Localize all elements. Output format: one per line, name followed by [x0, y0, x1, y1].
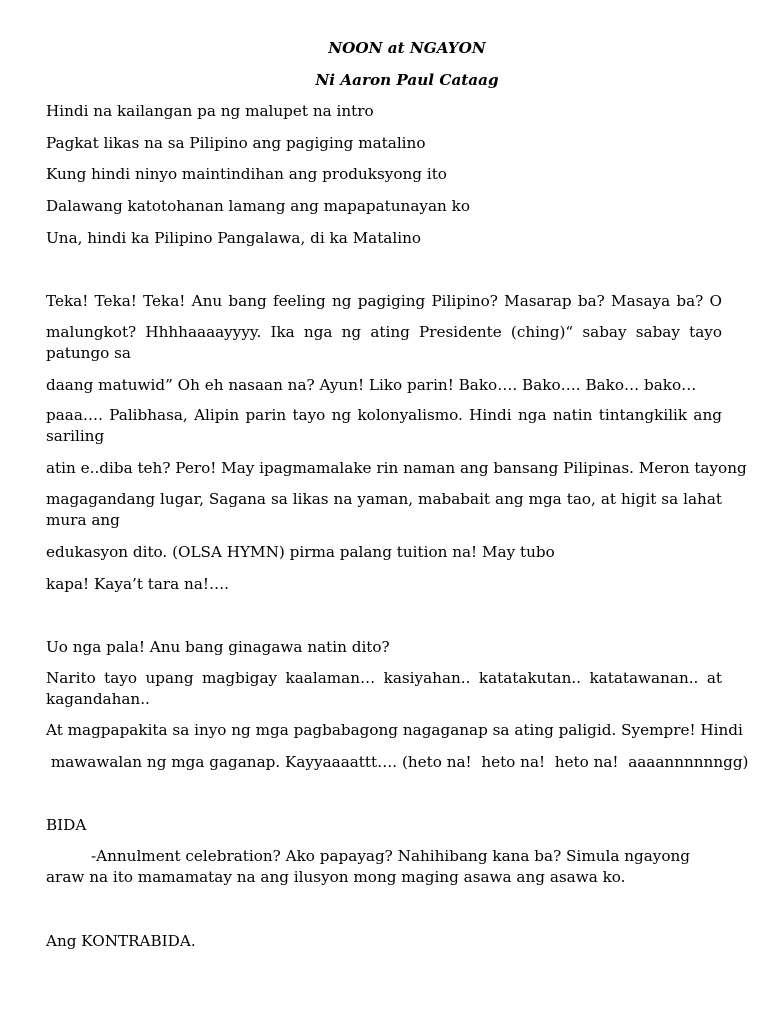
document-author: Ni Aaron Paul Cataag — [315, 71, 499, 89]
stanza-line: Pagkat likas na sa Pilipino ang pagiging matalino — [46, 134, 426, 152]
kontrabida-heading: Ang KONTRABIDA. — [46, 932, 196, 950]
stanza-line: Kung hindi ninyo maintindihan ang produksyong ito — [46, 165, 447, 183]
stanza-line: Hindi na kailangan pa ng malupet na intro — [46, 102, 374, 120]
paragraph-line: edukasyon dito. (OLSA HYMN) pirma palang tuition na! May tubo — [46, 543, 555, 561]
paragraph-line: magagandang lugar, Sagana sa likas na yaman, mababait ang mga tao, at higit sa lahat mura ang — [46, 490, 722, 529]
bida-dialogue: -Annulment celebration? Ako papayag? Nahihibang kana ba? Simula ngayong araw na ito mamamatay na ang ilusyon mong maging asawa ang asawa ko. — [46, 847, 691, 886]
paragraph-line: Narito tayo upang magbigay kaalaman… kasiyahan.. katatakutan.. katatawanan.. at kagandahan.. — [46, 669, 722, 708]
bida-heading: BIDA — [46, 816, 87, 834]
paragraph-line: kapa! Kaya’t tara na!…. — [46, 575, 230, 593]
paragraph-line: atin e..diba teh? Pero! May ipagmamalake rin naman ang bansang Pilipinas. Meron tayong — [46, 459, 747, 477]
stanza-line: Dalawang katotohanan lamang ang mapapatunayan ko — [46, 197, 470, 215]
paragraph-line: Uo nga pala! Anu bang ginagawa natin dito? — [46, 638, 390, 656]
paragraph-line: paaa…. Palibhasa, Alipin parin tayo ng kolonyalismo. Hindi nga natin tintangkilik ang sariling — [46, 406, 722, 445]
paragraph-line: malungkot? Hhhhaaaayyyy. Ika nga ng ating Presidente (ching)“ sabay sabay tayo patungo sa — [46, 323, 722, 362]
paragraph-line: At magpapakita sa inyo ng mga pagbabagong nagaganap sa ating paligid. Syempre! Hindi — [46, 721, 743, 739]
paragraph-line: mawawalan ng mga gaganap. Kayyaaaattt…. (heto na! heto na! heto na! aaaannnnnngg) — [46, 753, 749, 771]
stanza-line: Una, hindi ka Pilipino Pangalawa, di ka Matalino — [46, 229, 421, 247]
paragraph-line: daang matuwid” Oh eh nasaan na? Ayun! Liko parin! Bako…. Bako…. Bako… bako… — [46, 376, 697, 394]
paragraph-line: Teka! Teka! Teka! Anu bang feeling ng pagiging Pilipino? Masarap ba? Masaya ba? O — [46, 292, 722, 310]
document-title: NOON at NGAYON — [328, 39, 486, 57]
